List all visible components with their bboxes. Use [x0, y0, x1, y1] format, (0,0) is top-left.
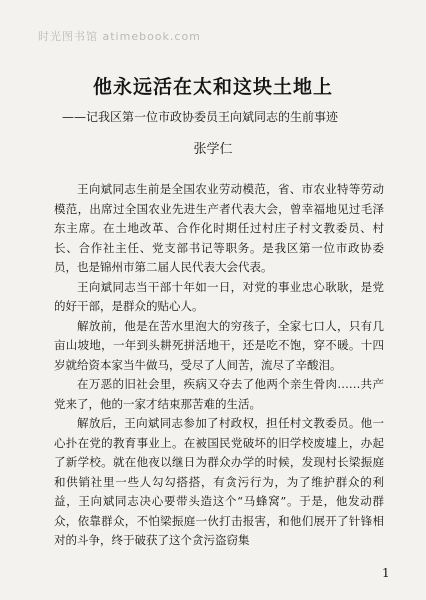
page-number: 1	[382, 566, 390, 580]
paragraph: 在万恶的旧社会里，疾病又夺去了他两个亲生骨肉……共产党来了，他的一家才结束那苦难的生活。	[54, 377, 384, 411]
paragraph: 王向斌同志生前是全国农业劳动模范，省、市农业特等劳动模范，出席过全国农业先进生产者代表大会，曾幸福地见过毛泽东主席。在土地改革、合作化时期任过村庄子村文教委员、村长、合作社主任、党支部书记等职务。是我区第一位市政协委员，也是锦州市第二届人民代表大会代表。	[54, 182, 384, 274]
paragraph: 解放前，他是在苦水里泡大的穷孩子，全家七口人，只有几亩山坡地，一年到头耕死拼活地干，还是吃不饱，穿不暖。十四岁就给资本家当牛做马，受尽了人间苦，流尽了辛酸泪。	[54, 318, 384, 372]
paragraph: 王向斌同志当干部十年如一日，对党的事业忠心耿耿，是党的好干部，是群众的贴心人。	[54, 279, 384, 313]
article-title: 他永远活在太和这块土地上	[92, 76, 333, 98]
article-body	[54, 180, 384, 551]
paragraph: 解放后，王向斌同志参加了村政权，担任村文教委员。他一心扑在党的教育事业上。在被国民党破坏的旧学校废墟上，办起了新学校。就在他夜以继日为群众办学的时候，发现村长梁振庭和供销社里一些人勾勾搭搭，有贪污行为，为了维护群众的利益，王向斌同志决心要带头造这个“马蜂窝”。于是，他发动群众，依靠群众，不怕梁振庭一伙打击报害，和他们展开了针锋相对的斗争，终于破获了这个贪污盗窃集	[54, 416, 384, 547]
author-name: 张学仁	[193, 142, 233, 157]
article-subtitle: ——记我区第一位市政协委员王向斌同志的生前事迹	[62, 110, 339, 124]
site-watermark: 时光图书馆 atimebook.com	[38, 30, 201, 43]
